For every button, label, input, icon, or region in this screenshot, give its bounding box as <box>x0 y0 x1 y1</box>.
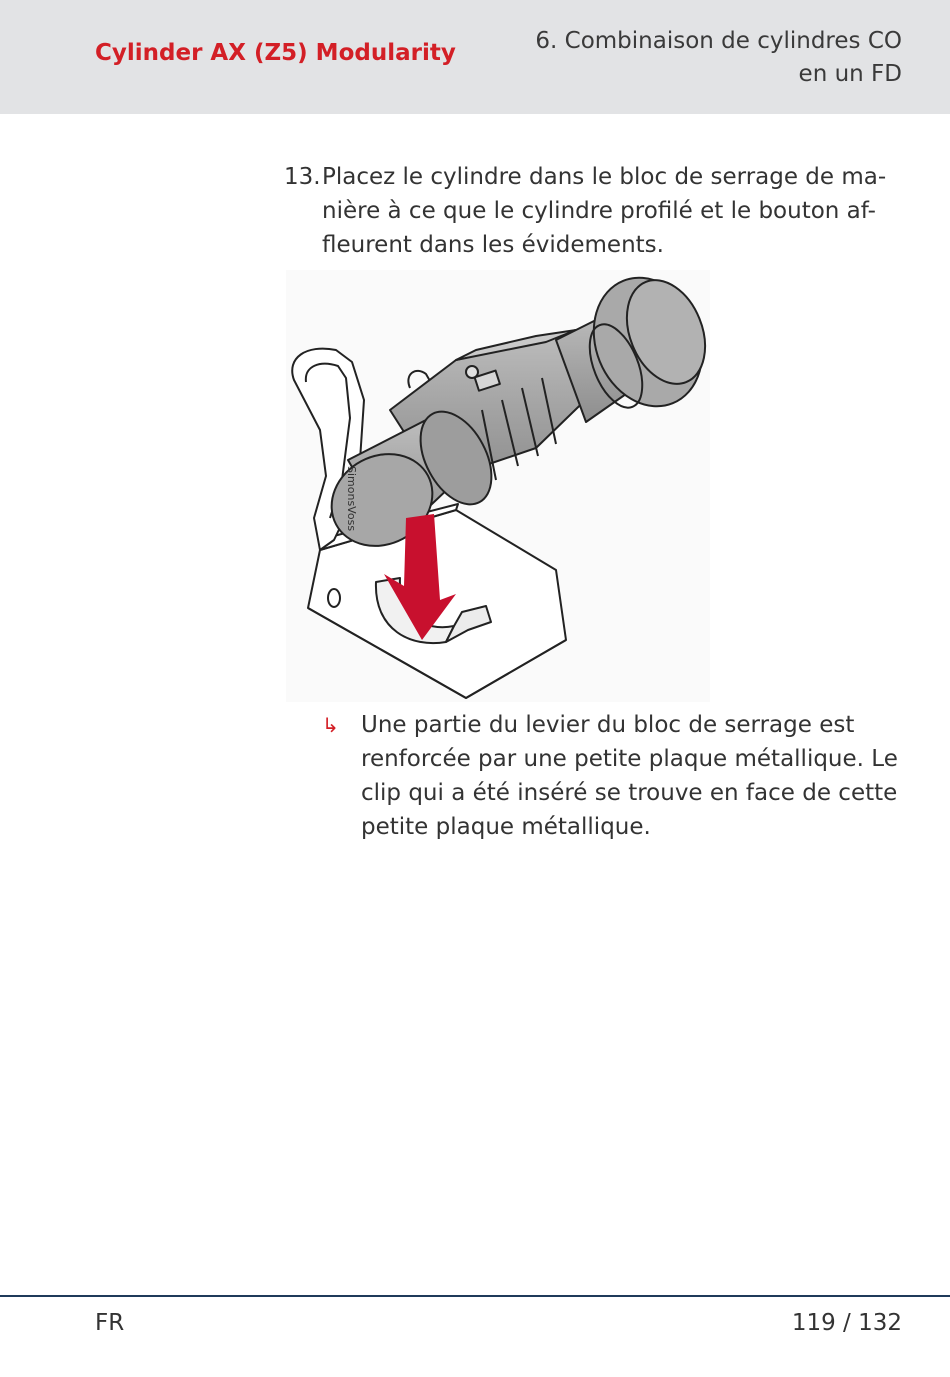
result-text-line: clip qui a été inséré se trouve en face de cette <box>361 780 898 806</box>
knob-lettering: SimonsVoss <box>345 466 358 532</box>
chapter-title <box>482 25 902 91</box>
page-header <box>0 0 950 114</box>
step-number: 13. <box>284 164 321 190</box>
result-arrow-icon: ↳ <box>322 713 339 737</box>
step-text-line: nière à ce que le cylindre profilé et le bouton af- <box>322 198 876 224</box>
chapter-title-line-1: 6. Combinaison de cylindres CO <box>535 28 902 54</box>
language-code: FR <box>95 1310 125 1336</box>
product-title: Cylinder AX (Z5) Modularity <box>95 40 456 66</box>
result-text <box>361 708 921 844</box>
result-text-line: renforcée par une petite plaque métallique. Le <box>361 746 898 772</box>
step-text <box>322 160 887 262</box>
chapter-title-line-2: en un FD <box>798 61 902 87</box>
cylinder-clamp-illustration <box>286 270 710 702</box>
result-text-line: petite plaque métallique. <box>361 814 651 840</box>
step-text-line: Placez le cylindre dans le bloc de serrage de ma- <box>322 164 887 190</box>
result-text-line: Une partie du levier du bloc de serrage est <box>361 712 855 738</box>
page-number: 119 / 132 <box>791 1310 902 1336</box>
footer-divider <box>0 1295 950 1297</box>
step-text-line: fleurent dans les évidements. <box>322 232 664 258</box>
